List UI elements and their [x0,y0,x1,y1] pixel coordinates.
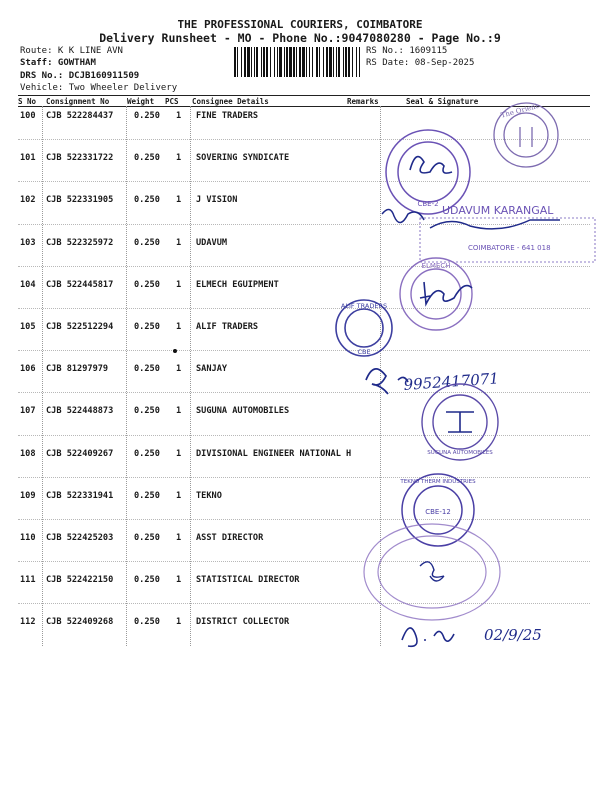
signature-row101 [410,157,452,174]
svg-text:COIMBATORE - 641 018: COIMBATORE - 641 018 [468,244,551,252]
rs-number: RS No.: 1609115 [366,46,448,56]
svg-text:ALIF TRADERS: ALIF TRADERS [340,302,388,310]
row-weight: 0.250 [134,575,160,586]
row-sno: 100 [20,111,36,121]
row-weight: 0.250 [134,237,160,248]
col-remarks: Remarks [347,97,379,106]
row-consignee: DIVISIONAL ENGINEER NATIONAL H [196,448,352,459]
row-consignee: SUGUNA AUTOMOBILES [196,406,290,417]
col-seal-signature: Seal & Signature [406,97,479,106]
svg-text:ELMECH: ELMECH [421,262,451,270]
stamp-the-orient [494,102,558,167]
row-consignment-no: CJB 522425203 [46,533,114,543]
stamp-elmech [400,258,472,330]
signature-row107 [446,412,474,432]
row-consignment-no: CJB 522284437 [46,111,114,121]
row-consignee: STATISTICAL DIRECTOR [196,575,300,586]
stamp-large-oval [364,524,500,620]
signature-row111 [420,562,444,581]
runsheet-subtitle: Delivery Runsheet - MO - Phone No.:9047080280 - Page No.:9 [99,31,501,45]
rs-date: RS Date: 08-Sep-2025 [366,58,475,68]
svg-text:CBE: CBE [357,348,371,356]
stamp-the-orient-text: The Orient [499,102,540,120]
row-consignment-no: CJB 522331722 [46,153,114,164]
row-weight: 0.250 [134,111,160,121]
row-sno: 110 [20,533,36,543]
row-sno: 107 [20,406,36,417]
signature-row104 [420,282,472,304]
row-pcs: 1 [176,279,182,290]
svg-text:SUGUNA AUTOMOBILES: SUGUNA AUTOMOBILES [427,450,493,456]
row-sno: 104 [20,279,36,290]
row-pcs: 1 [176,490,182,501]
row-consignee: ALIF TRADERS [196,322,259,332]
col-consignee: Consignee Details [192,97,269,106]
row-consignment-no: CJB 522409267 [46,448,114,459]
drs-number: DRS No.: DCJB160911509 [20,71,140,81]
row-weight: 0.250 [134,364,160,375]
row-pcs: 1 [176,111,182,121]
row-consignee: J VISION [196,195,238,206]
row-pcs: 1 [176,237,182,248]
svg-text:UDAVUM KARANGAL: UDAVUM KARANGAL [442,204,554,217]
row-consignee: SOVERING SYNDICATE [196,153,290,164]
row-pcs: 1 [176,617,182,628]
row-weight: 0.250 [134,490,160,501]
row112-date: 02/9/25 [484,626,542,644]
row-consignment-no: CJB 522331941 [46,490,114,501]
row-consignment-no: CJB 522512294 [46,322,114,332]
row-consignee: FINE TRADERS [196,111,259,121]
row-consignment-no: CJB 522331905 [46,195,114,206]
row-consignment-no: CJB 522448873 [46,406,114,417]
row-pcs: 1 [176,195,182,206]
row-sno: 101 [20,153,36,164]
row-sno: 103 [20,237,36,248]
row-consignment-no: CJB 522325972 [46,237,114,248]
row-pcs: 1 [176,533,182,543]
signature-row112 [402,628,454,646]
row-consignment-no: CJB 522409268 [46,617,114,628]
svg-text:CBE-12: CBE-12 [425,508,451,516]
row106-phone: 9952417071 [403,369,500,394]
svg-text:TEKNO THERM INDUSTRIES: TEKNO THERM INDUSTRIES [400,479,476,485]
row-sno: 111 [20,575,36,586]
company-title: THE PROFESSIONAL COURIERS, COIMBATORE [177,18,423,31]
vehicle-label: Vehicle: Two Wheeler Delivery [20,83,178,93]
stamp-cbe-text: CBE-2 [417,200,439,208]
stamp-tekno-therm [399,474,476,546]
row-consignment-no: CJB 81297979 [46,364,109,375]
row-consignee: UDAVUM [196,237,228,248]
staff-label: Staff: GOWTHAM [20,58,96,68]
row-sno: 112 [20,617,36,628]
row-pcs: 1 [176,406,182,417]
row-weight: 0.250 [134,448,160,459]
row-weight: 0.250 [134,533,160,543]
row-weight: 0.250 [134,322,160,332]
row-consignment-no: CJB 522422150 [46,575,114,586]
route-label: Route: K K LINE AVN [20,46,123,56]
row-consignee: TEKNO [196,490,222,501]
row-sno: 108 [20,448,36,459]
stamp-udavum-karangal [420,204,595,262]
row-pcs: 1 [176,364,182,375]
row-sno: 105 [20,322,36,332]
row-consignee: ASST DIRECTOR [196,533,264,543]
row-weight: 0.250 [134,406,160,417]
row-weight: 0.250 [134,195,160,206]
row-consignment-no: CJB 522445817 [46,279,114,290]
row-pcs: 1 [176,575,182,586]
col-weight: Weight [127,97,155,106]
row-weight: 0.250 [134,153,160,164]
row-consignee: DISTRICT COLLECTOR [196,617,290,628]
row-pcs: 1 [176,448,182,459]
col-pcs: PCS [165,97,179,106]
col-sno: S No [18,97,37,106]
row-sno: 102 [20,195,36,206]
stamp-alif-traders [336,300,392,356]
row-sno: 106 [20,364,36,375]
row-pcs: 1 [176,322,182,332]
row-pcs: 1 [176,153,182,164]
row-consignee: SANJAY [196,364,228,375]
row-weight: 0.250 [134,279,160,290]
row-sno: 109 [20,490,36,501]
row-weight: 0.250 [134,617,160,628]
signature-row106 [366,369,408,394]
col-consignment: Consignment No [46,97,110,106]
row-consignee: ELMECH EGUIPMENT [196,279,279,290]
